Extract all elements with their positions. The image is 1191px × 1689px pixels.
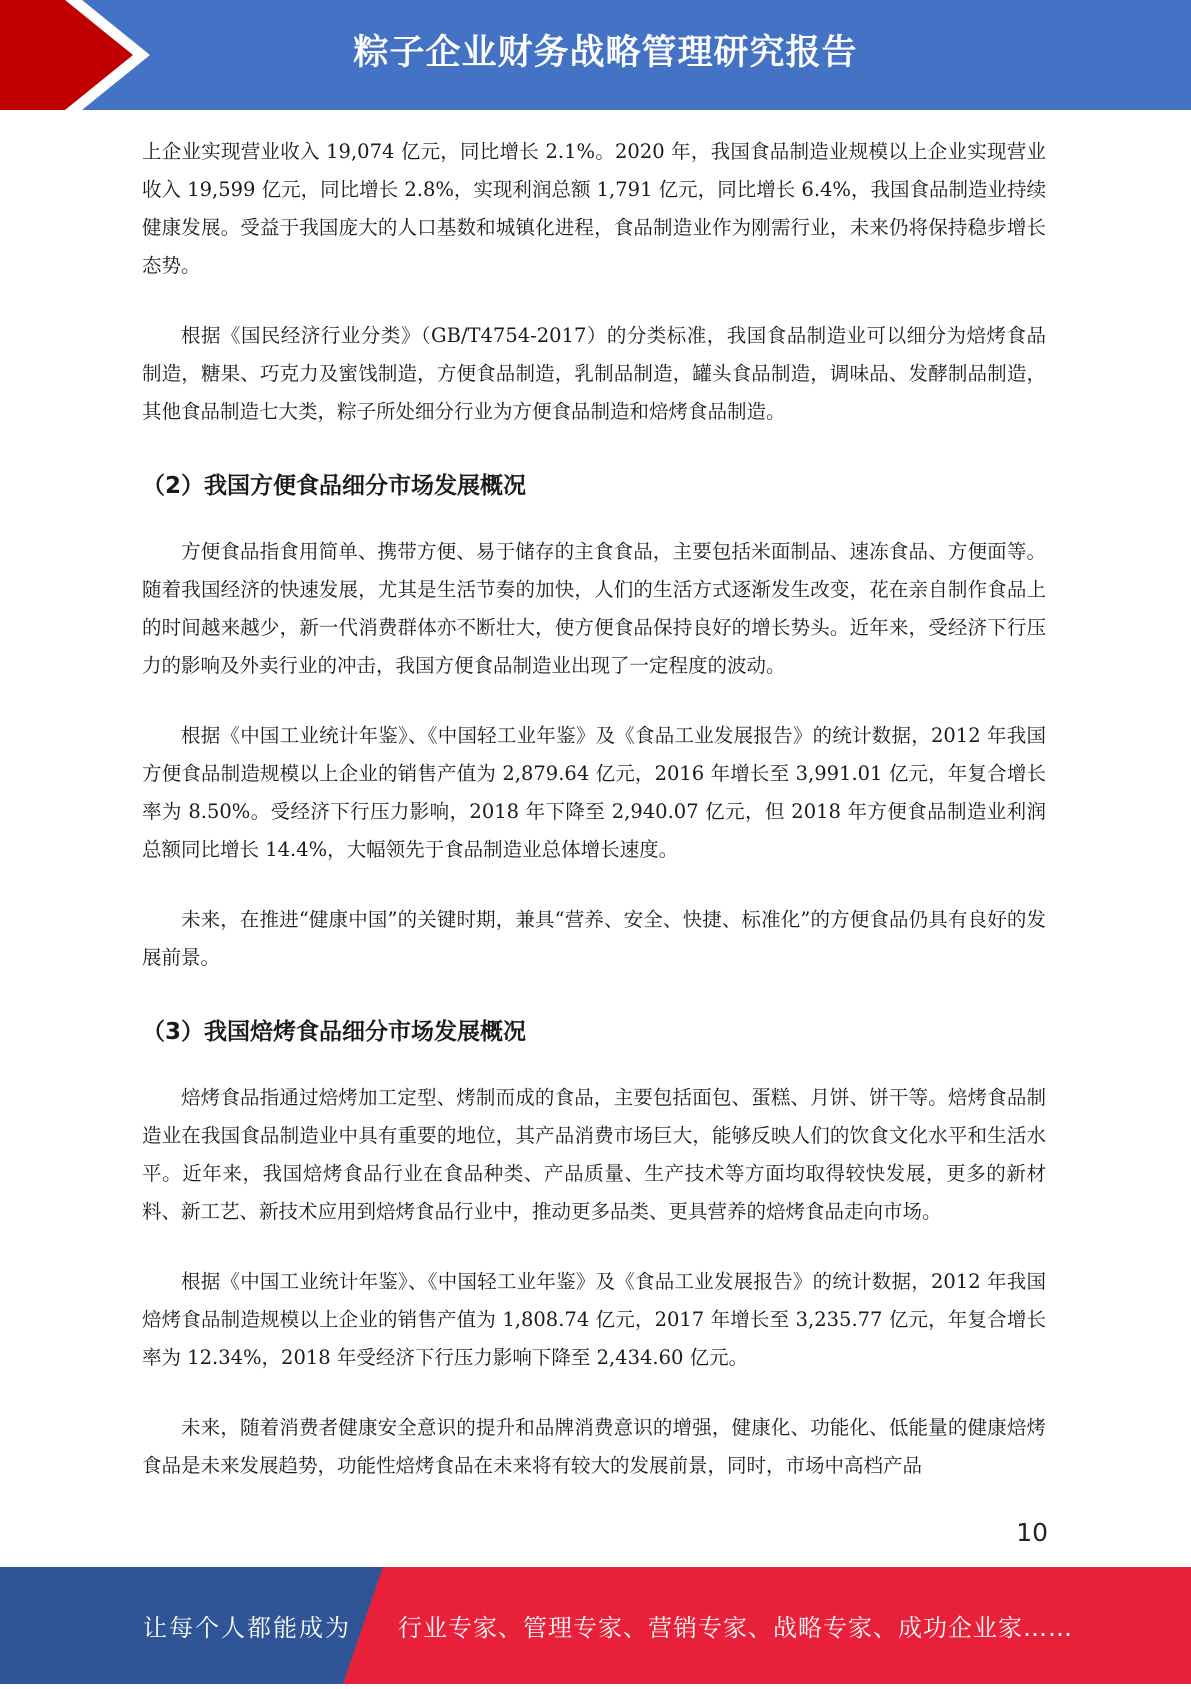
paragraph-convenience-food-overview: 方便食品指食用简单、携带方便、易于储存的主食食品，主要包括米面制品、速冻食品、方便面等。随着我国经济的快速发展，尤其是生活节奏的加快，人们的生活方式逐渐发生改变，花在亲自制作食品上的时间越来越少，新一代消费群体亦不断壮大，使方便食品保持良好的增长势头。近年来，受经济下行压力的影响及外卖行业的冲击，我国方便食品制造业出现了一定程度的波动。: [142, 540, 1046, 677]
paragraph-bakery-food-overview: 焙烤食品指通过焙烤加工定型、烤制而成的食品，主要包括面包、蛋糕、月饼、饼干等。焙烤食品制造业在我国食品制造业中具有重要的地位，其产品消费市场巨大，能够反映人们的饮食文化水平和生活水平。近年来，我国焙烤食品行业在食品种类、产品质量、生产技术等方面均取得较快发展，更多的新材料、新工艺、新技术应用到焙烤食品行业中，推动更多品类、更具营养的焙烤食品走向市场。: [142, 1086, 1046, 1223]
page-header: [0, 0, 1191, 110]
footer-slogan-right: 行业专家、管理专家、营销专家、战略专家、成功企业家……: [398, 1614, 1073, 1642]
paragraph-bakery-food-statistics: 根据《中国工业统计年鉴》、《中国轻工业年鉴》及《食品工业发展报告》的统计数据，2012 年我国焙烤食品制造规模以上企业的销售产值为 1,808.74 亿元，2017 年增长至 3,235.77 亿元，年复合增长率为 12.34%，2018 年受经济下行压力影响下降至 2,434.60 亿元。: [142, 1270, 1046, 1369]
paragraph-bakery-food-outlook: 未来，随着消费者健康安全意识的提升和品牌消费意识的增强，健康化、功能化、低能量的健康焙烤食品是未来发展趋势，功能性焙烤食品在未来将有较大的发展前景，同时，市场中高档产品: [142, 1416, 1046, 1477]
header-title: 粽子企业财务战略管理研究报告: [353, 33, 858, 73]
paragraph-industry-classification: 根据《国民经济行业分类》（GB/T4754-2017）的分类标准，我国食品制造业可以细分为焙烤食品制造，糖果、巧克力及蜜饯制造，方便食品制造，乳制品制造，罐头食品制造，调味品、发酵制品制造，其他食品制造七大类，粽子所处细分行业为方便食品制造和焙烤食品制造。: [142, 324, 1046, 423]
paragraph-convenience-food-statistics: 根据《中国工业统计年鉴》、《中国轻工业年鉴》及《食品工业发展报告》的统计数据，2012 年我国方便食品制造规模以上企业的销售产值为 2,879.64 亿元，2016 年增长至 3,991.01 亿元，年复合增长率为 8.50%。受经济下行压力影响，2018 年下降至 2,940.07 亿元，但 2018 年方便食品制造业利润总额同比增长 14.4%，大幅领先于食品制造业总体增长速度。: [142, 724, 1046, 861]
page-number: 10: [1016, 1518, 1048, 1547]
paragraph-convenience-food-outlook: 未来，在推进“健康中国”的关键时期，兼具“营养、安全、快捷、标准化”的方便食品仍具有良好的发展前景。: [142, 908, 1046, 969]
section-heading-bakery-food: （3）我国焙烤食品细分市场发展概况: [142, 1019, 527, 1045]
section-heading-convenience-food: （2）我国方便食品细分市场发展概况: [142, 473, 527, 499]
paragraph-food-manufacturing-revenue: 上企业实现营业收入 19,074 亿元，同比增长 2.1%。2020 年，我国食品制造业规模以上企业实现营业收入 19,599 亿元，同比增长 2.8%，实现利润总额 1,791 亿元，同比增长 6.4%，我国食品制造业持续健康发展。受益于我国庞大的人口基数和城镇化进程，食品制造业作为刚需行业，未来仍将保持稳步增长态势。: [142, 140, 1046, 277]
footer-slogan-left: 让每个人都能成为: [143, 1614, 351, 1642]
page-footer: [0, 1567, 1191, 1684]
report-body: [142, 133, 1046, 1485]
